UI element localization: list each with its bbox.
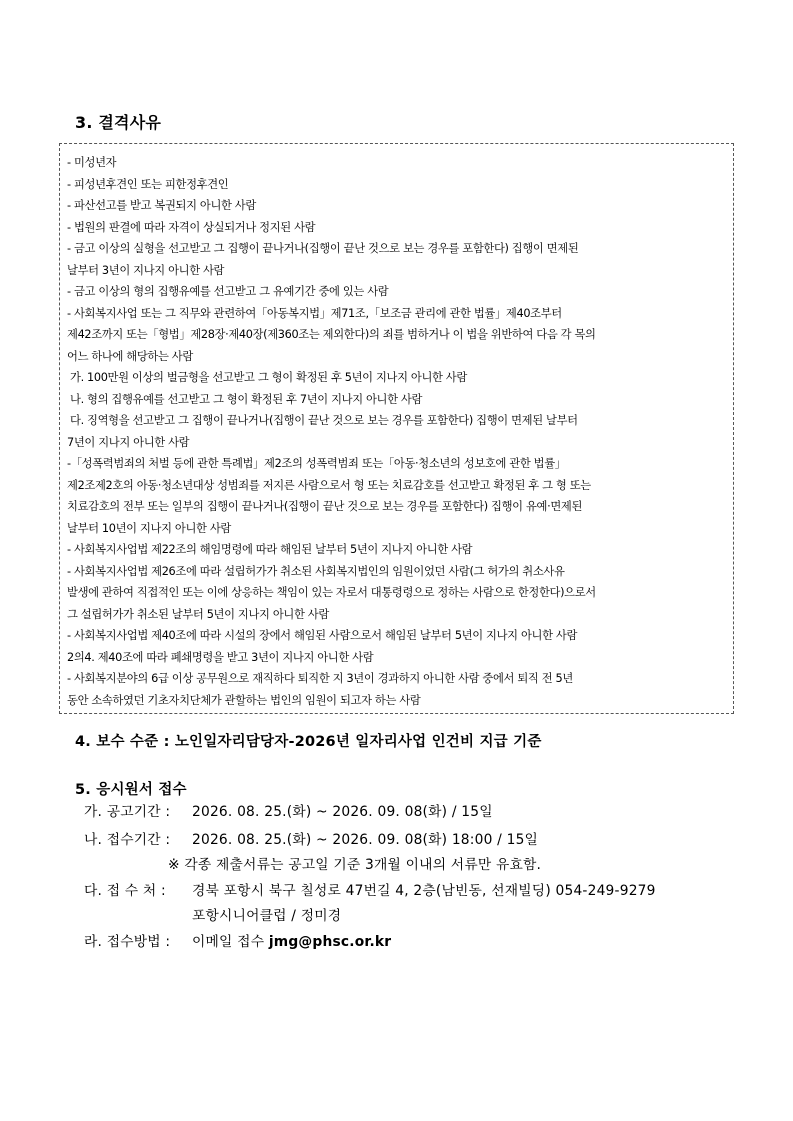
disqualification-subline: 가. 100만원 이상의 벌금형을 선고받고 그 형이 확정된 후 5년이 지나지 아니한 사람	[70, 371, 467, 384]
disqualification-line: - 사회복지사업법 제26조에 따라 설립허가가 취소된 사회복지법인의 임원이었던 사람(그 허가의 취소사유	[67, 564, 565, 578]
disqualification-line: 날부터 10년이 지나지 아니한 사람	[67, 521, 231, 535]
disqualification-line: - 사회복지사업법 제22조의 해임명령에 따라 해임된 날부터 5년이 지나지 아니한 사람	[67, 543, 473, 556]
disqualification-line: - 사회복지사업 또는 그 직무와 관련하여「아동복지법」제71조,「보조금 관리에 관한 법률」제40조부터	[67, 306, 562, 320]
disqualification-line: -「성폭력범죄의 처벌 등에 관한 특례법」제2조의 성폭력범죄 또는「아동·청소년의 성보호에 관한 법률」	[67, 457, 566, 470]
disqualification-line: 7년이 지나지 아니한 사람	[67, 435, 190, 449]
disqualification-subline: 다. 징역형을 선고받고 그 집행이 끝나거나(집행이 끝난 것으로 보는 경우를 포함한다) 집행이 면제된 날부터	[70, 414, 578, 427]
disqualification-line: 치료감호의 전부 또는 일부의 집행이 끝나거나(집행이 끝난 것으로 보는 경우를 포함한다) 집행이 유예·면제된	[67, 500, 583, 513]
receipt-place-address: 경북 포항시 북구 칠성로 47번길 4, 2층(남빈동, 선재빌딩) 054-249-9279	[192, 883, 656, 899]
section-4-heading: 4. 보수 수준 : 노인일자리담당자-2026년 일자리사업 인건비 지급 기준	[75, 734, 542, 750]
disqualification-line: - 사회복지사업법 제40조에 따라 시설의 장에서 해임된 사람으로서 해임된 날부터 5년이 지나지 아니한 사람	[67, 629, 578, 642]
disqualification-line: - 법원의 판결에 따라 자격이 상실되거나 정지된 사람	[67, 220, 316, 234]
receipt-place-contact: 포항시니어클럽 / 정미경	[192, 908, 342, 924]
receipt-method-row	[84, 933, 391, 951]
receipt-method-label: 라. 접수방법 :	[84, 934, 171, 950]
section-3-heading: 3. 결격사유	[75, 113, 162, 132]
disqualification-line: 발생에 관하여 직접적인 또는 이에 상응하는 책임이 있는 자로서 대통령령으로 정하는 사람으로 한정한다)으로서	[67, 586, 596, 599]
disqualification-line: - 파산선고를 받고 복권되지 아니한 사람	[67, 199, 256, 212]
disqualification-line: - 피성년후견인 또는 피한정후견인	[67, 177, 229, 191]
disqualification-line: - 금고 이상의 형의 집행유예를 선고받고 그 유예기간 중에 있는 사람	[67, 285, 389, 298]
section-5-heading: 5. 응시원서 접수	[75, 782, 187, 798]
receipt-place-row	[84, 882, 656, 900]
receipt-period-row	[84, 831, 538, 849]
disqualification-line: 동안 소속하였던 기초자치단체가 관할하는 법인의 임원이 되고자 하는 사람	[67, 693, 421, 707]
receipt-place-label: 다. 접 수 처 :	[84, 883, 166, 899]
disqualification-line: 어느 하나에 해당하는 사람	[67, 349, 193, 363]
disqualification-line: 제2조제2호의 아동·청소년대상 성범죄를 저지른 사람으로서 형 또는 치료감호를 선고받고 확정된 후 그 형 또는	[67, 478, 591, 492]
announcement-period-value: 2026. 08. 25.(화) ~ 2026. 09. 08(화) / 15일	[192, 804, 493, 820]
announcement-period-label: 가. 공고기간 :	[84, 804, 171, 820]
disqualification-subline: 나. 형의 집행유예를 선고받고 그 형이 확정된 후 7년이 지나지 아니한 사람	[70, 392, 423, 406]
disqualification-line: - 사회복지분야의 6급 이상 공무원으로 재직하다 퇴직한 지 3년이 경과하지 아니한 사람 중에서 퇴직 전 5년	[67, 672, 573, 685]
disqualification-line: 2의4. 제40조에 따라 폐쇄명령을 받고 3년이 지나지 아니한 사람	[67, 650, 374, 664]
announcement-period-row	[84, 803, 493, 821]
disqualification-line: 제42조까지 또는「형법」제28장·제40장(제360조는 제외한다)의 죄를 범하거나 이 법을 위반하여 다음 각 목의	[67, 328, 596, 341]
disqualification-line: 날부터 3년이 지나지 아니한 사람	[67, 263, 225, 277]
document-validity-note: ※ 각종 제출서류는 공고일 기준 3개월 이내의 서류만 유효함.	[168, 857, 542, 873]
receipt-method-value: 이메일 접수	[192, 934, 265, 950]
disqualification-box	[59, 143, 734, 714]
receipt-period-label: 나. 접수기간 :	[84, 832, 171, 848]
disqualification-line: 그 설립허가가 취소된 날부터 5년이 지나지 아니한 사람	[67, 607, 329, 621]
email-address[interactable]: jmg@phsc.or.kr	[268, 934, 392, 950]
disqualification-line: - 미성년자	[67, 156, 117, 169]
disqualification-line: - 금고 이상의 실형을 선고받고 그 집행이 끝나거나(집행이 끝난 것으로 보는 경우를 포함한다) 집행이 면제된	[67, 242, 579, 255]
receipt-period-value: 2026. 08. 25.(화) ~ 2026. 09. 08(화) 18:00 / 15일	[192, 832, 539, 848]
